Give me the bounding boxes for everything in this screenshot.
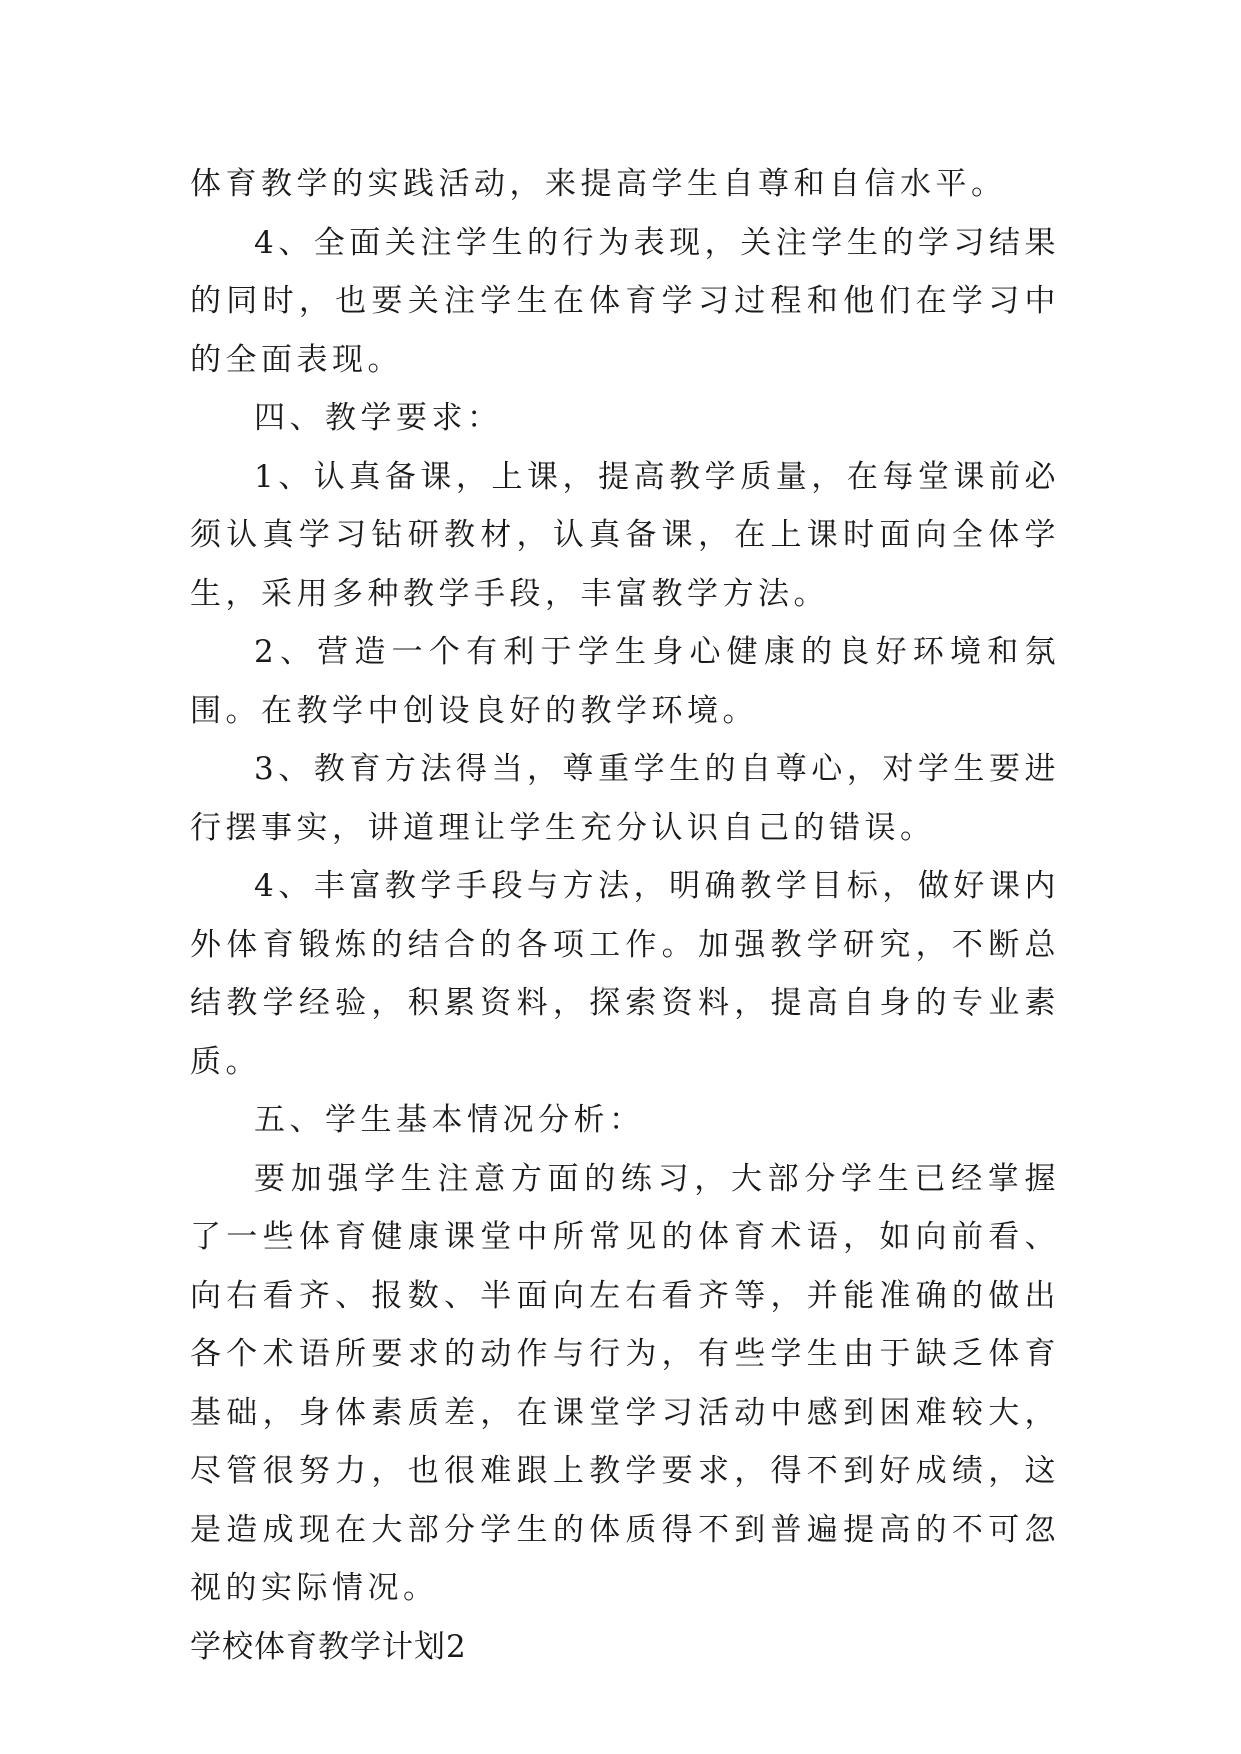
document-body — [190, 155, 1060, 1676]
paragraph-7: 4、丰富教学手段与方法，明确教学目标，做好课内外体育锻炼的结合的各项工作。加强教学研究，不断总结教学经验，积累资料，探索资料，提高自身的专业素质。 — [190, 868, 1060, 1080]
paragraph-6: 3、教育方法得当，尊重学生的自尊心，对学生要进行摆事实，讲道理让学生充分认识自己的错误。 — [190, 751, 1060, 846]
section-title: 学校体育教学计划2 — [190, 1628, 467, 1665]
paragraph-2: 4、全面关注学生的行为表现，关注学生的学习结果的同时，也要关注学生在体育学习过程和他们在学习中的全面表现。 — [190, 224, 1060, 378]
paragraph-4: 1、认真备课，上课，提高教学质量，在每堂课前必须认真学习钻研教材，认真备课，在上课时面向全体学生，采用多种教学手段，丰富教学方法。 — [190, 458, 1060, 612]
paragraph-1: 体育教学的实践活动，来提高学生自尊和自信水平。 — [190, 166, 1007, 202]
paragraph-5: 2、营造一个有利于学生身心健康的良好环境和氛围。在教学中创设良好的教学环境。 — [190, 634, 1060, 729]
paragraph-3-heading: 四、教学要求： — [254, 400, 503, 436]
paragraph-8-heading: 五、学生基本情况分析： — [254, 1102, 645, 1138]
paragraph-9: 要加强学生注意方面的练习，大部分学生已经掌握了一些体育健康课堂中所常见的体育术语，如向前看、向右看齐、报数、半面向左右看齐等，并能准确的做出各个术语所要求的动作与行为，有些学生由于缺乏体育基础，身体素质差，在课堂学习活动中感到困难较大，尽管很努力，也很难跟上教学要求，得不到好成绩，这是造成现在大部分学生的体质得不到普遍提高的不可忽视的实际情况。 — [190, 1160, 1060, 1606]
